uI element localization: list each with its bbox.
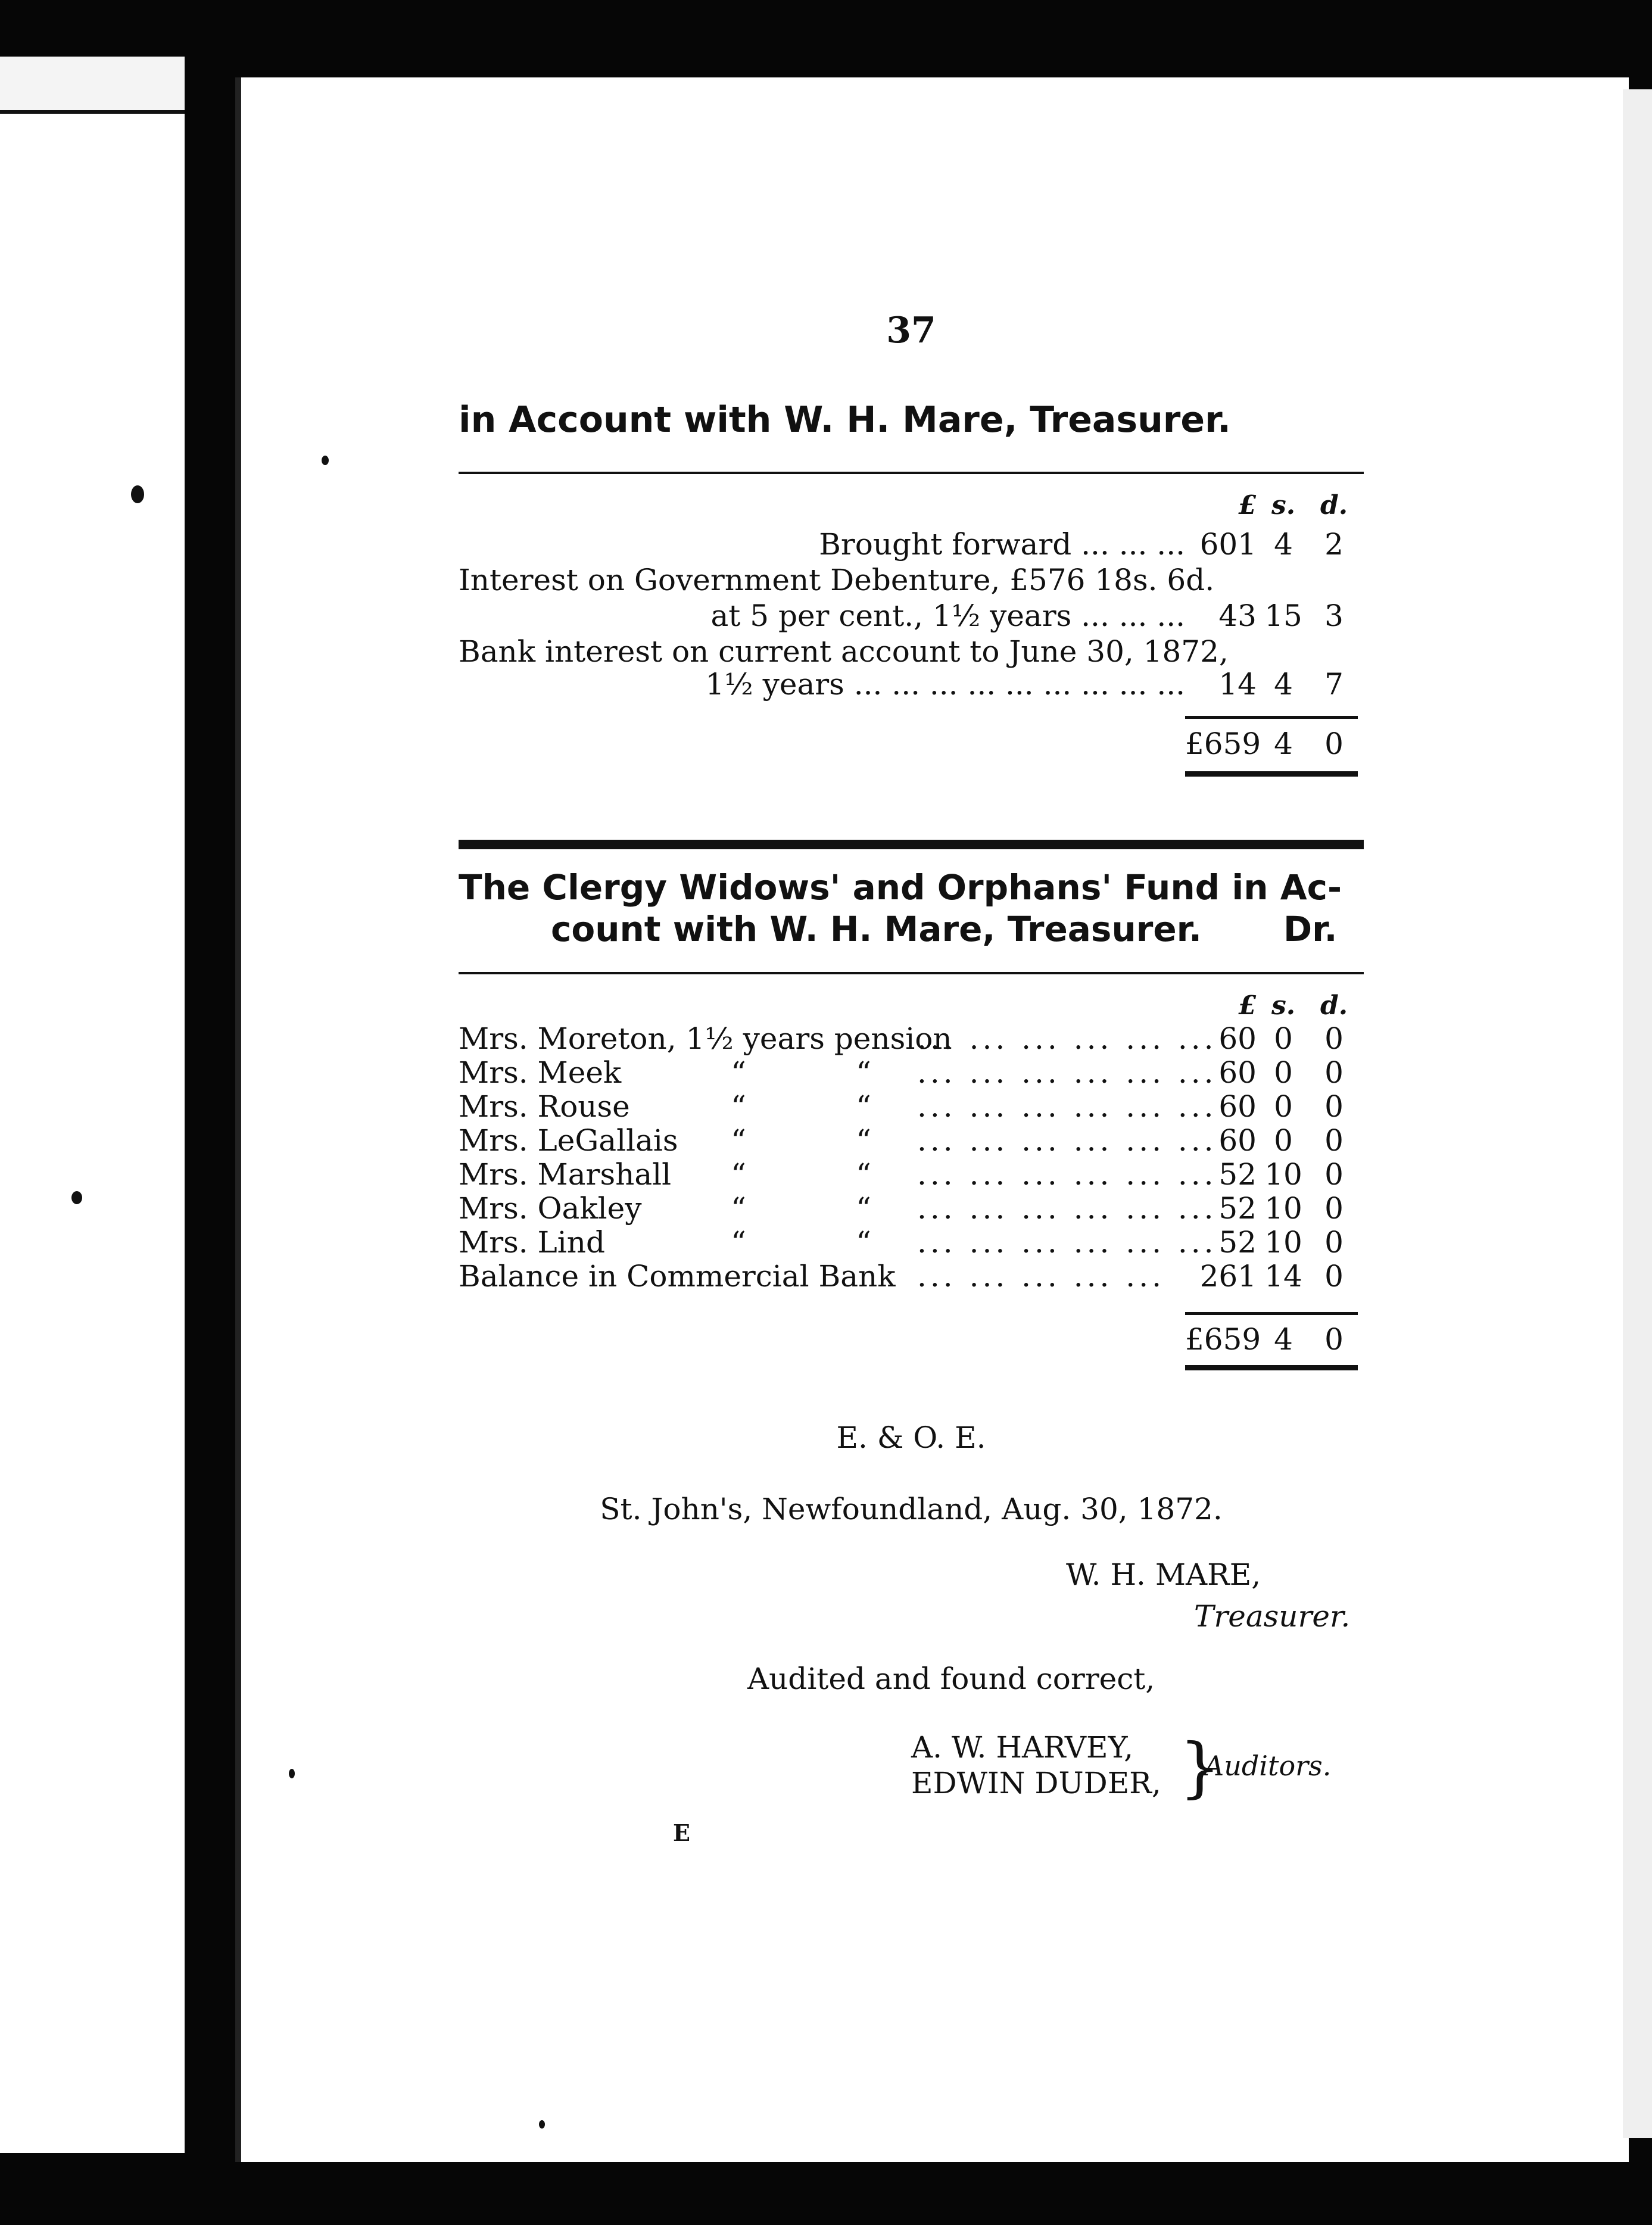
ledger-row	[459, 634, 1364, 669]
pence-header: d.	[1320, 490, 1348, 521]
facing-page-tab	[0, 57, 185, 114]
pounds-header: £	[1238, 490, 1257, 521]
shillings-value: 10	[1264, 1191, 1302, 1226]
signature-mark: E	[673, 1819, 690, 1846]
section1-col-headers	[459, 488, 1364, 523]
dot-leaders: ... ... ... ... ... ...	[917, 1089, 1217, 1124]
section2-title-dr: Dr.	[1283, 909, 1338, 949]
pounds-value: 43	[1218, 599, 1257, 633]
page-number: 37	[886, 310, 936, 351]
subtotal-rule	[1185, 716, 1358, 719]
ditto-mark: “	[856, 1055, 871, 1090]
facing-page	[0, 57, 185, 2153]
pence-value: 2	[1324, 527, 1344, 562]
ditto-mark: “	[731, 1123, 746, 1158]
shillings-value: 4	[1274, 667, 1293, 702]
pounds-header: £	[1238, 990, 1257, 1021]
row-label: at 5 per cent., 1½ years ... ... ...	[710, 599, 1185, 633]
ditto-mark: “	[731, 1157, 746, 1192]
treasurer-name: W. H. MARE,	[1066, 1557, 1261, 1592]
shillings-value: 0	[1274, 1089, 1293, 1124]
pence-value: 0	[1324, 1157, 1344, 1192]
ditto-mark: “	[731, 1089, 746, 1124]
margin-speck	[289, 1769, 295, 1778]
audited-statement: Audited and found correct,	[747, 1662, 1155, 1696]
errors-omissions: E. & O. E.	[836, 1420, 986, 1455]
margin-speck	[131, 485, 144, 503]
pounds-value: 60	[1218, 1123, 1257, 1158]
shillings-value: 14	[1264, 1259, 1302, 1294]
pounds-value: 601	[1199, 527, 1257, 562]
pounds-value: 52	[1218, 1157, 1257, 1192]
section2-col-headers	[459, 989, 1364, 1023]
brace: }	[1179, 1729, 1221, 1805]
total-rule	[1185, 1365, 1358, 1370]
row-label: Mrs. LeGallais	[459, 1123, 678, 1158]
ditto-mark: “	[856, 1157, 871, 1192]
ditto-mark: “	[731, 1225, 746, 1260]
ledger-row	[459, 527, 1364, 562]
pence-value: 0	[1324, 1123, 1344, 1158]
ditto-mark: “	[856, 1191, 871, 1226]
total-rule	[1185, 771, 1358, 777]
section2-rule	[459, 972, 1364, 974]
subtotal-rule	[1185, 1312, 1358, 1315]
section2-total-row	[459, 1322, 1364, 1357]
row-label: Balance in Commercial Bank	[459, 1259, 896, 1294]
pounds-value: 60	[1218, 1089, 1257, 1124]
pension-row	[459, 1021, 1364, 1056]
pension-row	[459, 1191, 1364, 1226]
pension-row	[459, 1123, 1364, 1158]
pension-row	[459, 1089, 1364, 1124]
row-label: Mrs. Moreton, 1½ years pension	[459, 1021, 952, 1056]
ditto-mark: “	[856, 1089, 871, 1124]
pension-row	[459, 1157, 1364, 1192]
total-pounds: £659	[1185, 1322, 1261, 1357]
auditors-label: Auditors.	[1204, 1750, 1332, 1782]
section1-title: in Account with W. H. Mare, Treasurer.	[459, 399, 1231, 441]
pence-value: 7	[1324, 667, 1344, 702]
section-divider	[459, 840, 1364, 849]
total-pounds: £659	[1185, 727, 1261, 761]
dot-leaders: ... ... ... ... ... ...	[917, 1225, 1217, 1260]
section2-title-line1: The Clergy Widows' and Orphans' Fund in Ac-	[459, 867, 1342, 908]
treasurer-title: Treasurer.	[1194, 1599, 1351, 1634]
shillings-value: 0	[1274, 1055, 1293, 1090]
pounds-value: 14	[1218, 667, 1257, 702]
row-label: Mrs. Rouse	[459, 1089, 630, 1124]
ditto-mark: “	[731, 1191, 746, 1226]
shillings-value: 10	[1264, 1157, 1302, 1192]
total-shillings: 4	[1274, 727, 1293, 761]
auditor-harvey: A. W. HARVEY,	[911, 1730, 1133, 1765]
total-pence: 0	[1324, 727, 1344, 761]
shillings-value: 15	[1264, 599, 1302, 633]
ditto-mark: “	[856, 1123, 871, 1158]
section1-total-row	[459, 727, 1364, 761]
row-label: Mrs. Lind	[459, 1225, 605, 1260]
pounds-value: 60	[1218, 1055, 1257, 1090]
place-date: St. John's, Newfoundland, Aug. 30, 1872.	[600, 1492, 1223, 1526]
shillings-header: s.	[1271, 990, 1296, 1021]
pence-value: 0	[1324, 1055, 1344, 1090]
total-pence: 0	[1324, 1322, 1344, 1357]
pounds-value: 52	[1218, 1191, 1257, 1226]
pounds-value: 52	[1218, 1225, 1257, 1260]
pension-row	[459, 1225, 1364, 1260]
shillings-value: 0	[1274, 1123, 1293, 1158]
dot-leaders: ... ... ... ... ... ...	[917, 1055, 1217, 1090]
dot-leaders: ... ... ... ... ...	[917, 1259, 1165, 1294]
dot-leaders: ... ... ... ... ... ...	[917, 1123, 1217, 1158]
dot-leaders: ... ... ... ... ... ...	[917, 1191, 1217, 1226]
pence-value: 0	[1324, 1021, 1344, 1056]
ditto-mark: “	[731, 1055, 746, 1090]
row-label: Bank interest on current account to June 30, 1872,	[459, 634, 1229, 669]
section2-title-line2: count with W. H. Mare, Treasurer.	[551, 909, 1202, 949]
pence-value: 0	[1324, 1089, 1344, 1124]
pension-row	[459, 1259, 1364, 1294]
row-label: Interest on Government Debenture, £576 18s. 6d.	[459, 563, 1215, 597]
shillings-value: 0	[1274, 1021, 1293, 1056]
auditor-duder: EDWIN DUDER,	[911, 1766, 1161, 1800]
ledger-row	[459, 667, 1364, 702]
row-label: Mrs. Oakley	[459, 1191, 642, 1226]
ledger-row	[459, 599, 1364, 633]
shillings-header: s.	[1271, 490, 1296, 521]
row-label: Mrs. Marshall	[459, 1157, 672, 1192]
dot-leaders: ... ... ... ... ... ...	[917, 1157, 1217, 1192]
dot-leaders: ... ... ... ... ... ...	[917, 1021, 1217, 1056]
row-label: Mrs. Meek	[459, 1055, 622, 1090]
pension-row	[459, 1055, 1364, 1090]
shillings-value: 10	[1264, 1225, 1302, 1260]
total-shillings: 4	[1274, 1322, 1293, 1357]
row-label: 1½ years ... ... ... ... ... ... ... ... ...	[705, 667, 1185, 702]
margin-speck	[71, 1191, 82, 1204]
row-label: Brought forward ... ... ...	[819, 527, 1185, 562]
section1-rule	[459, 472, 1364, 474]
pence-value: 0	[1324, 1225, 1344, 1260]
pence-header: d.	[1320, 990, 1348, 1021]
ditto-mark: “	[856, 1225, 871, 1260]
shillings-value: 4	[1274, 527, 1293, 562]
pence-value: 0	[1324, 1191, 1344, 1226]
pounds-value: 261	[1199, 1259, 1257, 1294]
margin-speck	[539, 2120, 545, 2129]
ledger-row	[459, 563, 1364, 597]
pence-value: 3	[1324, 599, 1344, 633]
pence-value: 0	[1324, 1259, 1344, 1294]
page-edge	[1623, 89, 1652, 2138]
pounds-value: 60	[1218, 1021, 1257, 1056]
margin-speck	[322, 456, 329, 465]
